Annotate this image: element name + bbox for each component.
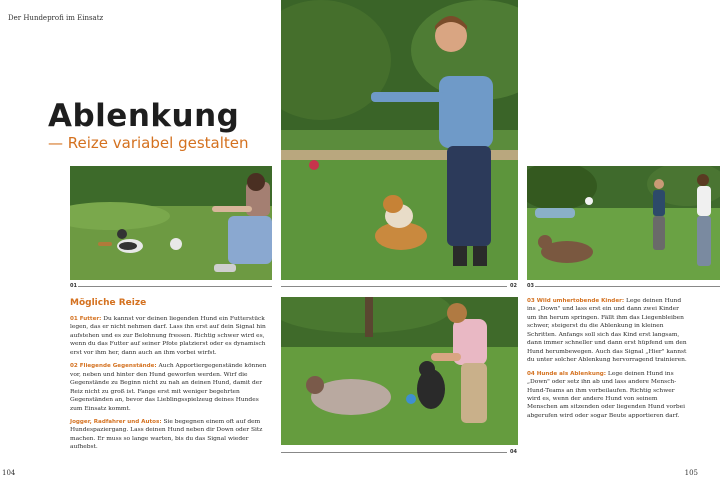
item-lead: 02 Fliegende Gegenstände:: [70, 363, 157, 370]
item-lead: Jogger, Radfahrer und Autos:: [70, 418, 162, 425]
item-text: Lege deinen Hund ins „Down" und lass erst ein und dann zwei Kinder um ihn herum springen. Fällt ihm das Liegenbleiben schwer, steigerst du die Ablenkung in kleinen Schritten. Anfangs soll sich das Kind erst langsam, dann immer schneller und dann erst hüpfend um den Hund herumbewegen. Auch das Signal „Hier" kannst du unter solcher Ablenkung hervorragend trainieren.: [527, 298, 687, 364]
item-lead: 01 Futter:: [70, 316, 102, 322]
item-03: [70, 418, 272, 452]
page-number-left: 104: [2, 469, 16, 477]
section-heading: Mögliche Reize: [70, 298, 147, 308]
caption-rule-03: [535, 286, 720, 287]
caption-01: 01: [70, 283, 77, 289]
caption-rule-02: [281, 286, 507, 287]
text-column-left: [70, 315, 272, 457]
item-lead: 04 Hunde als Ablenkung:: [527, 370, 607, 377]
item-01: [70, 315, 272, 357]
page-subtitle: — Reize variabel gestalten: [48, 134, 249, 152]
caption-04: 04: [510, 449, 517, 455]
caption-rule-01: [78, 286, 272, 287]
photo-02: [281, 0, 518, 280]
item-text: Du kannst vor deinen liegenden Hund ein Futterstück legen, das er nicht nehmen darf. Lass ihn erst auf dein Signal hin aufstehen und es zur Belohnung fressen. Richtig schwer wird es, wenn du das Futter auf seiner Pfote platzierst oder es dynamisch erst vor ihm her, dann auch an ihm vorbei wirfst.: [70, 316, 266, 356]
page-title: Ablenkung: [48, 98, 240, 134]
item-04: [527, 297, 689, 365]
item-text: Lege deinen Hund ins „Down" oder setz ihn ab und lass andere Mensch-Hund-Teams an ihm vorbeilaufen. Richtig schwer wird es, wenn der andere Hund von seinem Menschen am sitzenden oder liegenden Hund vorbei abgerufen wird oder sogar Beute apportieren darf.: [527, 370, 686, 419]
item-05: [527, 370, 689, 421]
item-lead: 03 Wild umhertobende Kinder:: [527, 298, 625, 304]
caption-03: 03: [527, 283, 534, 289]
photo-01: [70, 166, 272, 280]
item-text: Sie begegnen einem oft auf dem Hundespaziergang. Lass deinen Hund neben dir Down oder Sitz machen. Er muss so lange warten, bis du das Signal wieder aufhebst.: [70, 418, 263, 451]
item-02: [70, 362, 272, 413]
running-head: Der Hundeprofi im Einsatz: [8, 14, 104, 22]
photo-03: [527, 166, 720, 280]
item-text: Auch Apportiergegenstände können vor, neben und hinter den Hund geworfen werden. Wirf die Gegenstände zu Beginn nicht zu nah an deinen Hund, damit der Reiz nicht zu groß ist. Fange erst mit weniger begehrten Gegenständen an, bevor das Lieblingsspielzeug deines Hundes zum Einsatz kommt.: [70, 363, 267, 412]
photo-04: [281, 297, 518, 445]
text-column-right: [527, 297, 689, 425]
page-number-right: 105: [684, 469, 698, 477]
caption-rule-04: [281, 452, 507, 453]
caption-02: 02: [510, 283, 517, 289]
